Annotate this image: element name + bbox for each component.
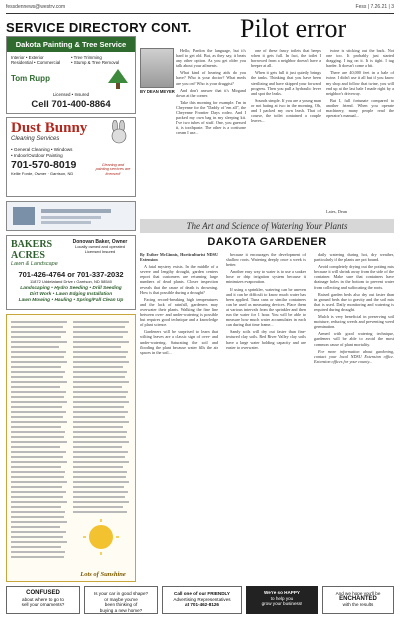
garden-paragraph: Another easy way to water is to use a soaker hose or drip irrigation system because it minimizes evaporation. xyxy=(226,269,306,285)
garden-column-2 xyxy=(226,252,306,582)
garden-band-title: The Art and Science of Watering Your Plants xyxy=(186,221,348,231)
garden-column-3 xyxy=(314,252,394,582)
article-paragraph: But I, full fortunate compared to another friend. When you operate machinery, many people read the operator's manual... xyxy=(326,97,394,119)
ad-bakers-subtitle: Lawn & Landscape xyxy=(11,261,58,267)
ad-bakers-name: BAKERS ACRES xyxy=(11,239,53,261)
ad-bakers-service: Lawn Mowing • Hauling • Spring/Fall Clean Up xyxy=(18,298,124,303)
article-paragraph: And don't answer that it's Mirgand down at the corner. xyxy=(176,87,246,98)
tree-icon xyxy=(105,68,131,90)
footer-line: sell your ornaments? xyxy=(21,602,65,608)
garden-paragraph: Avoid completely drying out the potting mix because it will shrink away from the side of the container. Make sure that containers have drainage holes in the bottom to prevent water from collecting and suffocating the roots. xyxy=(314,264,394,290)
article-paragraph: When it gets full it just quietly brings the tanks. Thinking that you have been sterilizing and have skipped your forward progress. Then you pull a hydraulic lever and spot the leaks. xyxy=(251,70,321,96)
ad-dakota-painting xyxy=(6,36,136,114)
company-logo-icon xyxy=(7,202,135,230)
ad-dakota-service: • Tree Trimming xyxy=(71,55,102,60)
article-paragraph: There are 40,000 feet in a bale of twine. I didn't use it all but if you know my shop and follow that twine, you will end up at the last bale I made right by a neighbor's driveway. xyxy=(326,70,394,96)
footer-cell-4 xyxy=(246,586,318,614)
footer-line: Is your car in good shape? xyxy=(93,591,149,596)
ad-dakota-phone: Cell 701-400-8864 xyxy=(31,98,111,110)
footer-cell-2 xyxy=(84,586,158,614)
ad-bakers-address: 11872 Uddelatand Drive • Garrison, ND 58540 xyxy=(29,279,113,284)
ad-small-logo xyxy=(6,201,136,231)
ad-dakota-owner: Tom Rupp xyxy=(11,74,50,84)
footer-line: We're so HAPPY xyxy=(264,590,300,595)
garden-byline: By Esther McGinnis, Horticulturist NDSU Extension xyxy=(140,252,218,263)
footer-line: to help you xyxy=(270,595,294,601)
article-column-2 xyxy=(251,48,321,216)
footer-line: at 701-462-8126 xyxy=(185,602,219,608)
page-header xyxy=(6,3,394,13)
ad-dust-bunny-service: • Indoor/Outdoor Painting xyxy=(11,152,63,158)
ad-bakers-service: Dirt Work • Lawn Edging Installation xyxy=(29,292,113,297)
ad-dust-bunny-tagline: Cleaning and painting services are licensed! xyxy=(95,162,131,176)
garden-paragraph: Sandy soils will dry out faster than fine-textured clay soils. Red River Valley clay soils have a large water holding capacity and are easier to overwater. xyxy=(226,329,306,350)
article-paragraph: one of these fancy toilets that beeps when it gets full. In fact, the toilet I borrowed from a neighbor doesn't have a beeper at all. xyxy=(251,48,321,69)
footer-line: ENCHANTED xyxy=(339,595,377,602)
article-title: Pilot error xyxy=(240,14,347,43)
ad-bakers-owner-note: Locally owned and operated Licensed Insured xyxy=(74,244,126,254)
footer-line: been thinking of xyxy=(104,602,138,608)
footer-line: or maybe you've xyxy=(104,596,138,602)
garden-paragraph: Mulch is very beneficial in preserving soil moisture, reducing weeds and preventing weed germination. xyxy=(314,314,394,330)
site-email: fessdennews@westrv.com xyxy=(6,4,66,10)
page-info: Fess | 7.26.21 | 3 xyxy=(355,4,394,10)
footer-cell-3 xyxy=(162,586,242,614)
ad-dakota-service: Residential • Commercial xyxy=(11,60,61,66)
article-column-3 xyxy=(326,48,394,208)
garden-column-1 xyxy=(140,252,218,582)
directory-title: SERVICE DIRECTORY CONT. xyxy=(6,20,192,35)
ad-bakers-acres xyxy=(6,235,136,310)
footer-line: Advertising Representatives xyxy=(173,596,231,602)
article-paragraph: Hello, Pardon the language, but it's hard to get old. But, as they say, it beats any other option. As you get older you talk about your ailments. xyxy=(176,48,246,69)
article-paragraph: Take this morning for example. I'm in Cheyenne for the "Daddy of 'em all", the Cheyenne Frontier Days rodeo. And I packed my own bag in my sleeping kit. I've two tubes of stuff. One, you guessed it, is toothpaste. The other is a cortisone cream I use... xyxy=(176,99,246,136)
ad-dust-bunny-owner: Kellie Forde, Owner · Garrison, ND xyxy=(11,171,74,177)
garden-paragraph: Raised garden beds also dry out faster than in ground beds due to gravity and the soil mix that is used. Daily monitoring and watering is required during drought. xyxy=(314,291,394,312)
ad-sunshine-name: Lots of Sunshine xyxy=(80,571,126,578)
article-paragraph: twine is sticking out the back. Not one too. It probably just started dragging. I tug on it. It is tight. I tug harder. It doesn't come a bit. xyxy=(326,48,394,69)
ad-dust-bunny-phone: 701-570-8019 xyxy=(11,159,77,172)
footer-line: with the results xyxy=(342,602,374,608)
footer-line: buying a new home? xyxy=(99,607,143,613)
ad-dust-bunny-subtitle: Cleaning Services xyxy=(11,136,60,142)
ad-dakota-licensed: Licensed • Insured xyxy=(52,91,90,97)
author-photo xyxy=(140,48,174,88)
footer-promo-strip xyxy=(6,586,394,614)
garden-paragraph: Armed with good watering technique, gardeners will be able to avoid the most common cause of plant mortality. xyxy=(314,331,394,347)
footer-line: about where to go to xyxy=(22,596,64,602)
garden-paragraph: because it encourages the development of shallow roots. Watering deeply once a week is better. xyxy=(226,252,306,268)
garden-section-band xyxy=(140,219,394,233)
ad-dakota-service: • Stump & Tree Removal xyxy=(71,60,120,66)
footer-line: Call one of our FRIENDLY xyxy=(174,591,230,596)
footer-cell-5 xyxy=(322,586,394,614)
garden-paragraph: A fatal mystery exists. In the middle of a severe and lengthy drought, garden centers report that customers are returning large numbers of dead plants. Closer inspection reveals that the cause of death is drowning. How is that possible during a drought? xyxy=(140,264,218,295)
garden-paragraph: If using a sprinkler, watering can be uneven and it can be difficult to know much water has been applied. Tuna cans or similar containers can be used as measuring devices. Place them at various intervals from the sprinkler and then run the water for 1 hour. You will be able to measure how much water accumulates in each can during that time frame... xyxy=(226,286,306,328)
ad-dust-bunny-service: • General Cleaning • Windows xyxy=(11,147,73,152)
listing-text-pattern xyxy=(7,315,135,565)
ad-dakota-service: Interior • Exterior xyxy=(11,55,44,60)
bunny-icon xyxy=(107,120,131,146)
ad-dakota-name: Dakota Painting & Tree Service xyxy=(7,37,135,52)
article-byline: BY DEAN MEYER xyxy=(140,89,175,94)
ad-dust-bunny-name: Dust Bunny xyxy=(11,120,88,136)
footer-cell-1 xyxy=(6,586,80,614)
footer-line: And we hope you'll be xyxy=(335,591,381,596)
article-paragraph: Sounds simple. If you are a young man or not hating at two in the morning. Oh, and I packed my own leash. That of course, the toilet contained a couple leaves... xyxy=(251,97,321,124)
ad-dust-bunny xyxy=(6,117,136,197)
article-column-1 xyxy=(176,48,246,216)
garden-paragraph: Facing record-breaking high temperatures and the lack of rainfall, gardeners may overwater their plants. Walking the fine line between over- and under-watering is possible but requires good technique and a knowledge of plant science. xyxy=(140,296,218,328)
garden-paragraph: Gardeners will be surprised to learn that wilting leaves are a classic sign of over- and under-watering. Saturating the soil and flooding the plant because water fills the air spaces in the soil... xyxy=(140,329,218,355)
article-paragraph: What kind of hearing aids do you have? Who is your doctor? What meds are you on? Who is your druggist? xyxy=(176,70,246,86)
garden-paragraph: For more information about gardening, contact your local NDSU Extension office. Extension offices for your county... xyxy=(314,348,394,364)
ad-bakers-phone: 701-426-4764 or 701-337-2032 xyxy=(18,270,124,279)
footer-line: CONFUSED xyxy=(26,590,60,596)
article-signoff: Lates, Dean xyxy=(326,209,347,214)
ad-bakers-owner: Donovan Baker, Owner xyxy=(72,239,128,245)
ad-bakers-service: Landscaping • Hydro Seeding • Drill Seeding xyxy=(20,286,122,291)
ad-lots-of-sunshine xyxy=(6,314,136,582)
garden-paragraph: daily watering during hot, dry weather, particularly if the plants are pot bound. xyxy=(314,252,394,263)
garden-section-title: DAKOTA GARDENER xyxy=(207,236,327,248)
footer-line: grow your business! xyxy=(261,601,303,607)
